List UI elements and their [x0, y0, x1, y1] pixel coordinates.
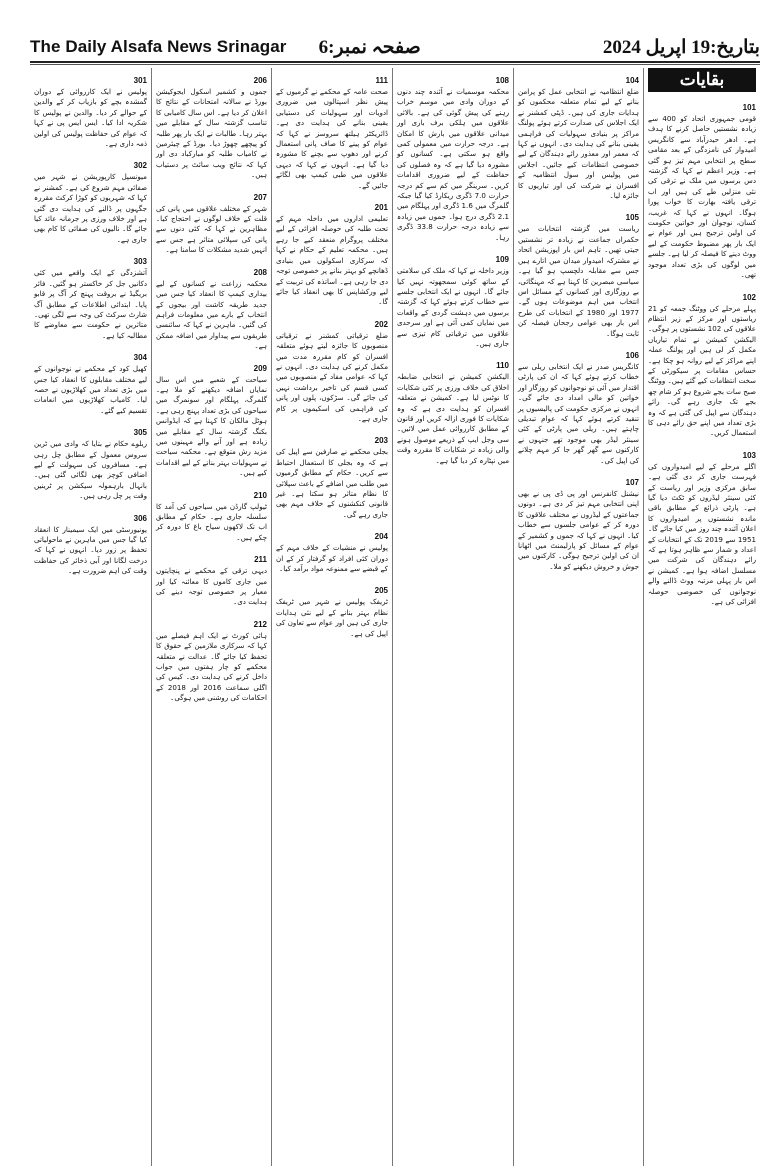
item-text: ضلع انتظامیہ نے انتخابی عمل کو پرامن بنانے کے لیے تمام متعلقہ محکموں کو ہدایات جاری کی ہیں۔ ڈپٹی کمشنر نے ایک اجلاس کی صدارت کرتے ہوئے پولنگ مراکز پر بنیادی سہولیات کی فراہمی یقینی بنانے کی ہدایت دی۔ انہوں نے کہا کہ معمر اور معذور رائے دہندگان کے لیے خصوصی انتظامات کیے جائیں۔ اجلاس میں پولیس اور سول انتظامیہ کے افسران نے شرکت کی اور تیاریوں کا جائزہ لیا۔ — [518, 87, 639, 201]
news-item — [156, 547, 267, 608]
item-number: 203 — [374, 436, 388, 446]
item-number: 109 — [495, 255, 509, 265]
news-item — [276, 428, 388, 520]
item-number: 302 — [133, 161, 147, 171]
item-text: پولیس نے منشیات کے خلاف مہم کے دوران کئی افراد کو گرفتار کر کے ان کے قبضے سے ممنوعہ مواد برآمد کیا۔ — [276, 543, 388, 574]
item-number: 111 — [375, 76, 388, 85]
news-item — [156, 260, 267, 352]
item-text: ٹیولپ گارڈن میں سیاحوں کی آمد کا سلسلہ جاری ہے۔ حکام کے مطابق اب تک لاکھوں سیاح باغ کا دورہ کر چکے ہیں۔ — [156, 501, 267, 542]
news-item — [276, 68, 388, 191]
item-number: 102 — [742, 292, 756, 302]
item-text: شہر کے مختلف علاقوں میں پانی کی قلت کے خلاف لوگوں نے احتجاج کیا۔ مظاہرین نے کہا کہ کئی دنوں سے پانی کی سپلائی متاثر ہے جس سے انہیں شدید مشکلات کا سامنا ہے۔ — [156, 203, 267, 255]
news-item — [34, 153, 147, 245]
item-text: محکمہ زراعت نے کسانوں کے لیے بیداری کیمپ کا انعقاد کیا جس میں جدید طریقہ کاشت اور بیجوں کے انتخاب کے بارے میں معلومات فراہم کی گئیں۔ ماہرین نے کہا کہ سائنسی طریقوں سے پیداوار میں اضافہ ممکن ہے۔ — [156, 278, 267, 351]
item-number: 104 — [625, 76, 639, 85]
column-3 — [392, 68, 513, 1166]
item-number: 107 — [625, 478, 639, 487]
item-number: 303 — [133, 257, 147, 267]
item-text: ریلوے حکام نے بتایا کہ وادی میں ٹرین سروس معمول کے مطابق چل رہی ہے۔ مسافروں کی سہولت کے لیے اضافی کوچز بھی لگائی گئی ہیں۔ بانہال بارہمولہ سیکشن پر ٹرینیں وقت پر چل رہی ہیں۔ — [34, 439, 147, 501]
item-number: 106 — [625, 350, 639, 360]
item-number: 205 — [374, 586, 388, 596]
column-5 — [151, 68, 271, 1166]
item-number: 210 — [253, 490, 267, 500]
item-text: پہلے مرحلے کی ووٹنگ جمعہ کو 21 ریاستوں اور مرکز کے زیر انتظام علاقوں کی 102 نشستوں پر ہوگی۔ الیکشن کمیشن نے تمام تیاریاں مکمل کر لی ہیں اور پولنگ عملہ اپنے مراکز کے لیے روانہ ہو چکا ہے۔ حساس مقامات پر سیکورٹی کے سخت انتظامات کیے گئے ہیں۔ ووٹنگ صبح سات بجے شروع ہو کر شام چھ بجے تک جاری رہے گی۔ رائے دہندگان سے اپیل کی گئی ہے کہ وہ بڑی تعداد میں اپنے حق رائے دہی کا استعمال کریں۔ — [647, 303, 756, 438]
news-item — [156, 185, 267, 256]
item-number: 212 — [253, 619, 267, 629]
item-text: نیشنل کانفرنس اور پی ڈی پی نے بھی اپنی انتخابی مہم تیز کر دی ہے۔ دونوں جماعتوں کے لیڈروں نے مختلف علاقوں کا دورہ کر کے عوامی جلسوں سے خطاب کیا۔ انہوں نے کہا کہ جموں و کشمیر کے عوام کے مسائل کو پارلیمنٹ میں اٹھانا ان کی اولین ترجیح ہوگی۔ کارکنوں میں جوش و خروش دیکھنے کو ملا۔ — [518, 489, 639, 571]
item-number: 201 — [374, 203, 388, 213]
item-text: کانگریس صدر نے ایک انتخابی ریلی سے خطاب کرتے ہوئے کہا کہ ان کی پارٹی اقتدار میں آئی تو نوجوانوں کو روزگار اور خواتین کو مالی امداد دی جائے گی۔ انہوں نے مرکزی حکومت کی پالیسیوں پر تنقید کرتے ہوئے کہا کہ عوام تبدیلی چاہتے ہیں۔ ریلی میں پارٹی کے کئی سینئر لیڈر بھی موجود تھے جنہوں نے کارکنوں سے گھر گھر جا کر مہم چلانے کی اپیل کی۔ — [518, 361, 639, 465]
item-text: محکمہ موسمیات نے آئندہ چند دنوں کے دوران وادی میں موسم خراب رہنے کی پیش گوئی کی ہے۔ بالائی علاقوں میں ہلکی برف باری اور میدانی علاقوں میں بارش کا امکان ہے۔ درجہ حرارت میں معمولی کمی واقع ہو سکتی ہے۔ کسانوں کو مشورہ دیا گیا ہے کہ وہ فصلوں کی حفاظت کے لیے ضروری اقدامات کریں۔ سرینگر میں کم سے کم درجہ حرارت 7.0 ڈگری ریکارڈ کیا گیا جبکہ گلمرگ میں 1.6 ڈگری اور پہلگام میں 2.1 ڈگری درج ہوا۔ جموں میں زیادہ سے زیادہ درجہ حرارت 33.8 ڈگری رہا۔ — [397, 87, 509, 242]
news-item — [648, 285, 756, 439]
item-text: سیاحت کے شعبے میں اس سال نمایاں اضافہ دیکھنے کو ملا ہے۔ گلمرگ، پہلگام اور سونمرگ میں سیاحوں کی بڑی تعداد پہنچ رہی ہے۔ ہوٹل مالکان کا کہنا ہے کہ ایڈوانس بکنگ گزشتہ سال کے مقابلے میں زیادہ ہے اور آنے والے مہینوں میں مزید رش متوقع ہے۔ محکمہ سیاحت نے سہولیات بہتر بنانے کے لیے اقدامات کیے ہیں۔ — [156, 374, 267, 478]
news-item — [648, 443, 756, 608]
item-number: 306 — [133, 513, 147, 523]
item-text: ضلع ترقیاتی کمشنر نے ترقیاتی منصوبوں کا جائزہ لیتے ہوئے متعلقہ افسران کو کام مقررہ مدت میں مکمل کرنے کی ہدایت دی۔ انہوں نے کہا کہ عوامی مفاد کے منصوبوں میں کسی قسم کی تاخیر برداشت نہیں کی جائے گی۔ سڑکوں، پلوں اور پانی کی فراہمی کی اسکیموں پر کام جاری ہے۔ — [276, 330, 388, 423]
news-item — [397, 68, 509, 243]
news-item — [518, 470, 639, 572]
item-number: 204 — [374, 532, 388, 542]
news-item — [648, 95, 756, 281]
news-item — [276, 312, 388, 425]
item-number: 206 — [253, 76, 267, 85]
item-text: جموں و کشمیر اسکول ایجوکیشن بورڈ نے سالانہ امتحانات کے نتائج کا اعلان کر دیا ہے۔ اس سال کامیابی کا تناسب گزشتہ سال کے مقابلے میں بہتر رہا۔ طالبات نے ایک بار پھر طلبہ کو پیچھے چھوڑ دیا۔ بورڈ کے چیئرمین نے کامیاب طلبہ کو مبارکباد دی اور کہا کہ نتائج ویب سائٹ پر دستیاب ہیں۔ — [156, 87, 267, 180]
news-item — [34, 249, 147, 341]
item-text: پولیس نے ایک کارروائی کے دوران گمشدہ بچے کو بازیاب کر کے والدین کے حوالے کر دیا۔ والدین نے پولیس کا شکریہ ادا کیا۔ ایس ایس پی نے کہا کہ عوام کی حفاظت پولیس کی اولین ذمہ داری ہے۔ — [34, 87, 147, 149]
masthead-divider — [30, 64, 760, 65]
item-text: اگلے مرحلے کے لیے امیدواروں کی فہرست جاری کر دی گئی ہے۔ سابق مرکزی وزیر اور ریاست کے کئی سینئر لیڈروں کو ٹکٹ دیا گیا ہے۔ پارٹی ذرائع کے مطابق باقی ماندہ نشستوں پر امیدواروں کا اعلان آئندہ چند روز میں کیا جائے گا۔ 1951 سے 2019 تک کے انتخابات کے اعداد و شمار سے ظاہر ہوتا ہے کہ رائے دہندگان کی شرکت میں مسلسل اضافہ ہوا ہے۔ کمیشن نے اس بار پہلی مرتبہ ووٹ ڈالنے والے نوجوانوں کی خصوصی حوصلہ افزائی کی ہے۔ — [648, 461, 756, 607]
news-item — [276, 524, 388, 574]
news-item — [397, 353, 509, 466]
news-item — [276, 578, 388, 639]
news-item — [34, 420, 147, 501]
news-item — [34, 68, 147, 149]
item-number: 202 — [374, 319, 388, 329]
column-6 — [30, 68, 151, 1166]
item-text: تعلیمی اداروں میں داخلہ مہم کے تحت طلبہ کی حوصلہ افزائی کے لیے مختلف پروگرام منعقد کیے جا رہے ہیں۔ محکمہ تعلیم کے حکام نے کہا کہ سرکاری اسکولوں میں بنیادی ڈھانچے کو بہتر بنانے پر خصوصی توجہ دی جا رہی ہے۔ اساتذہ کی تربیت کے لیے ورکشاپس کا بھی انعقاد کیا جائے گا۔ — [276, 214, 388, 307]
item-number: 211 — [254, 555, 267, 565]
article-columns — [30, 68, 760, 1166]
news-item — [156, 612, 267, 704]
newspaper-name: The Daily Alsafa News Srinagar — [30, 37, 287, 56]
news-item — [156, 356, 267, 479]
item-text: بجلی محکمے نے صارفین سے اپیل کی ہے کہ وہ بجلی کا استعمال احتیاط سے کریں۔ حکام کے مطابق گرمیوں میں طلب میں اضافے کے باعث سپلائی کا نظام متاثر ہو سکتا ہے۔ غیر قانونی کنکشنوں کے خلاف مہم بھی جاری رہے گی۔ — [276, 447, 388, 519]
item-number: 208 — [253, 267, 267, 277]
item-number: 108 — [495, 76, 509, 85]
item-number: 301 — [133, 76, 147, 85]
item-text: یونیورسٹی میں ایک سیمینار کا انعقاد کیا گیا جس میں ماہرین نے ماحولیاتی تحفظ پر زور دیا۔ انہوں نے کہا کہ درخت لگانا اور آبی ذخائر کی حفاظت وقت کی اہم ضرورت ہے۔ — [34, 524, 147, 576]
masthead — [30, 33, 760, 63]
item-number: 209 — [253, 363, 267, 373]
item-number: 304 — [133, 353, 147, 363]
item-text: ریاست میں گزشتہ انتخابات میں حکمراں جماعت نے زیادہ تر نشستیں جیتی تھیں۔ تاہم اس بار اپوزیشن اتحاد نے مشترکہ امیدوار میدان میں اتارے ہیں جس سے مقابلہ دلچسپ ہو گیا ہے۔ سیاسی مبصرین کا کہنا ہے کہ مہنگائی، بے روزگاری اور کسانوں کے مسائل اس انتخاب میں اہم موضوعات ہوں گے۔ 1977 اور 1980 کے انتخابات کی طرح اس بار بھی عوامی رجحان فیصلہ کن ثابت ہوگا۔ — [518, 224, 639, 338]
section-title: بقایات — [648, 68, 756, 92]
item-text: میونسپل کارپوریشن نے شہر میں صفائی مہم شروع کی ہے۔ کمشنر نے کہا کہ شہریوں کو کوڑا کرکٹ مقررہ جگہوں پر ڈالنے کی ہدایت دی گئی ہے اور خلاف ورزی پر جرمانہ عائد کیا جائے گا۔ نالیوں کی صفائی کا کام بھی جاری ہے۔ — [34, 172, 147, 244]
page-number: صفحہ نمبر:6 — [318, 36, 421, 58]
news-item — [397, 247, 509, 349]
news-item — [34, 345, 147, 416]
column-2 — [513, 68, 643, 1166]
item-number: 110 — [496, 361, 509, 371]
item-text: ٹریفک پولیس نے شہر میں ٹریفک نظام بہتر بنانے کے لیے نئی ہدایات جاری کی ہیں اور عوام سے تعاون کی اپیل کی ہے۔ — [276, 597, 388, 638]
item-text: الیکشن کمیشن نے انتخابی ضابطہ اخلاق کی خلاف ورزی پر کئی شکایات کا نوٹس لیا ہے۔ کمیشن نے متعلقہ افسران کو ہدایت دی ہے کہ وہ شکایات کا فوری ازالہ کریں اور قانون کے مطابق کارروائی عمل میں لائیں۔ سی وجل ایپ کے ذریعے موصول ہونے والی زیادہ تر شکایات کا مقررہ وقت میں نپٹارہ کر دیا گیا ہے۔ — [397, 372, 509, 465]
issue-date: بتاریخ:19 اپریل 2024 — [602, 36, 760, 58]
item-number: 105 — [625, 213, 639, 223]
news-item — [34, 506, 147, 577]
item-number: 103 — [742, 450, 756, 460]
news-item — [276, 195, 388, 308]
item-text: دیہی ترقی کے محکمے نے پنچایتوں میں جاری کاموں کا معائنہ کیا اور معیار پر خصوصی توجہ دینے کی ہدایت دی۔ — [156, 566, 267, 607]
news-item — [518, 68, 639, 201]
news-item — [156, 483, 267, 544]
column-1 — [643, 68, 760, 1166]
item-number: 101 — [742, 103, 756, 112]
item-text: وزیر داخلہ نے کہا کہ ملک کی سلامتی کے ساتھ کوئی سمجھوتہ نہیں کیا جائے گا۔ انہوں نے ایک انتخابی جلسے سے خطاب کرتے ہوئے کہا کہ گزشتہ برسوں میں دہشت گردی کے واقعات میں نمایاں کمی آئی ہے اور سرحدی علاقوں میں ترقیاتی کام تیزی سے جاری ہیں۔ — [397, 266, 509, 348]
item-text: ہائی کورٹ نے ایک اہم فیصلے میں کہا کہ سرکاری ملازمین کے حقوق کا تحفظ کیا جائے گا۔ عدالت نے متعلقہ محکمے کو چار ہفتوں میں جواب داخل کرنے کی ہدایت دی۔ کیس کی اگلی سماعت 2016 اور 2018 کے احکامات کی روشنی میں ہوگی۔ — [156, 630, 267, 703]
item-text: کھیل کود کے محکمے نے نوجوانوں کے لیے مختلف مقابلوں کا انعقاد کیا جس میں بڑی تعداد میں کھلاڑیوں نے حصہ لیا۔ کامیاب کھلاڑیوں میں انعامات تقسیم کیے گئے۔ — [34, 364, 147, 415]
column-4 — [271, 68, 392, 1166]
item-text: صحت عامہ کے محکمے نے گرمیوں کے پیش نظر اسپتالوں میں ضروری ادویات اور سہولیات کی دستیابی یقینی بنانے کی ہدایت دی ہے۔ ڈائریکٹر ہیلتھ سروسز نے کہا کہ عوام کو پینے کا صاف پانی استعمال کرنے اور دھوپ سے بچنے کا مشورہ دیا گیا ہے۔ انہوں نے کہا کہ دیہی علاقوں میں طبی کیمپ بھی لگائے جائیں گے۔ — [276, 87, 388, 190]
item-number: 207 — [253, 192, 267, 202]
item-text: آتشزدگی کے ایک واقعے میں کئی دکانیں جل کر خاکستر ہو گئیں۔ فائر بریگیڈ نے بروقت پہنچ کر آگ پر قابو پایا۔ ابتدائی اطلاعات کے مطابق آگ شارٹ سرکٹ کی وجہ سے لگی تھی۔ متاثرین نے حکومت سے معاوضے کا مطالبہ کیا ہے۔ — [34, 268, 147, 340]
item-text: قومی جمہوری اتحاد کو 400 سے زیادہ نشستیں حاصل کرنے کا ہدف ہے۔ ادھر حیدرآباد سے کانگریس امیدوار کی نامزدگی کے بعد مقامی سطح پر انتخابی مہم تیز ہو گئی ہے۔ وزیر اعظم نے کہا کہ گزشتہ دس برسوں میں ملک نے ترقی کی نئی منزلیں طے کی ہیں اور اب ترقی یافتہ بھارت کا خواب پورا ہوگا۔ انہوں نے کہا کہ غریب، کسان، نوجوان اور خواتین حکومت کی اولین ترجیح ہیں اور عوام نے ایک بار پھر مضبوط حکومت کے لیے ووٹ دینے کا فیصلہ کر لیا ہے۔ جلسے میں لوگوں کی بڑی تعداد موجود تھی۔ — [648, 114, 756, 280]
news-item — [156, 68, 267, 181]
news-item — [518, 343, 639, 466]
news-item — [518, 205, 639, 338]
item-number: 305 — [133, 428, 147, 438]
